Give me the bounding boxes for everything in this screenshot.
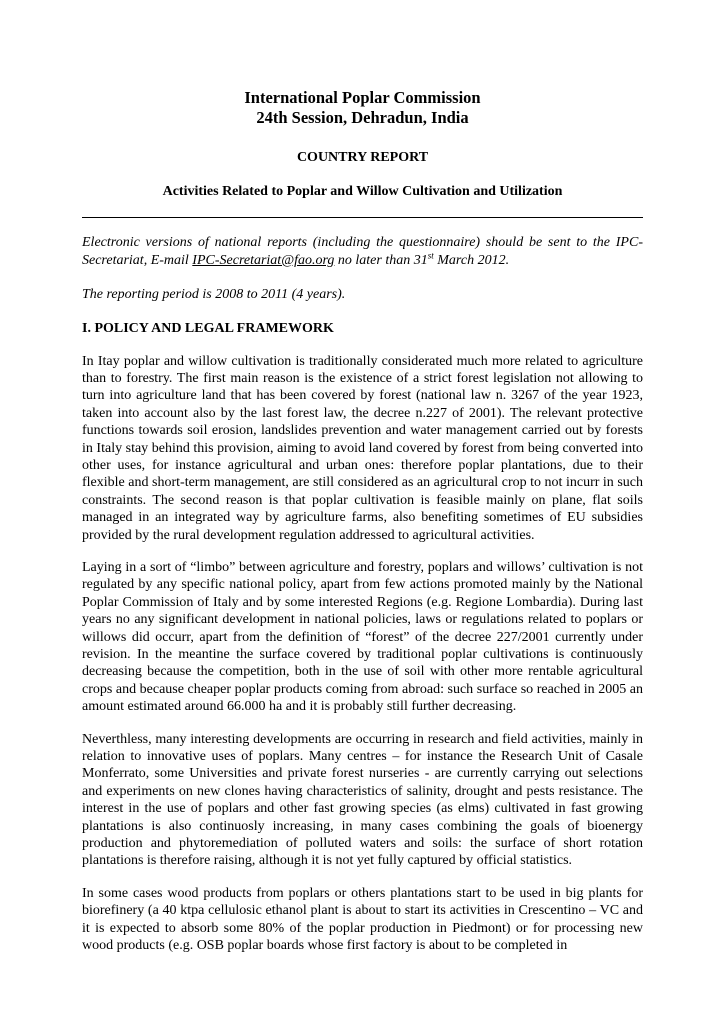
body-paragraph: Laying in a sort of “limbo” between agriculture and forestry, poplars and willows’ cultivation is not regulated by any specific national policy, apart from few actions promoted mainly by the National Poplar Commission of Italy and by some interested Regions (e.g. Regione Lombardia). During last years no any significant development in national policies, laws or regulations related to poplars or willows did occurr, apart from the definition of “forest” of the decree 227/2001 currently under revision. In the meantine the surface covered by traditional poplar cultivations is continuously decreasing because the competition, both in the use of soil with other more rentable agricultural crops and because cheaper poplar products coming from abroad: such surface so reached in 2005 an amount estimated around 66.000 ha and it is probably still further decreasing. <box>82 559 643 715</box>
body-paragraph: In Itay poplar and willow cultivation is traditionally considerated much more related to agriculture than to forestry. The first main reason is the existence of a strict forest legislation not allowing to turn into agriculture land that has been covered by forest (national law n. 3267 of the year 1923, taken into account also by the last forest law, the decree n.227 of 2001). The relevant protective functions towards soil erosion, landslides prevention and water management carried out by forests in Italy stay behind this provision, aiming to avoid land covered by forest from being converted into other uses, for instance agricultural and urban ones: therefore poplar plantations, due to their flexible and short-term management, are still considered as an agricultural crop to not incurr in such constraints. The second reason is that poplar cultivation is feasible mainly on plane, flat soils managed in an integrated way by agriculture farms, also benefiting sometimes of EU subsidies provided by the rural development regulation addressed to agricultural activities. <box>82 353 643 543</box>
deadline-text: no later than 31 <box>334 252 428 268</box>
document-header <box>82 88 643 200</box>
instructions-text: Electronic versions of national reports (including the questionnaire) should be sent to the IPC-Secretariat, E-mail <box>82 235 643 268</box>
date-superscript: st <box>427 249 434 260</box>
deadline-month: March 2012. <box>433 252 510 268</box>
reporting-period: The reporting period is 2008 to 2011 (4 years). <box>82 287 346 302</box>
title-line-1: International Poplar Commission <box>244 88 481 107</box>
section-heading: I. POLICY AND LEGAL FRAMEWORK <box>82 320 334 336</box>
report-subtitle: Activities Related to Poplar and Willow Cultivation and Utilization <box>162 184 563 199</box>
body-paragraph: In some cases wood products from poplars or others plantations start to be used in big plants for biorefinery (a 40 ktpa cellulosic ethanol plant is about to start its activities in Crescentino – VC and it is expected to absorb some 80% of the poplar production in Piedmont) or for processing new wood products (e.g. OSB poplar boards whose first factory is about to be completed in <box>82 885 643 954</box>
body-paragraph: Neverthless, many interesting developments are occurring in research and field activities, mainly in relation to innovative uses of poplars. Many centres – for instance the Research Unit of Casale Monferrato, some Universities and private forest nurseries - are currently carrying out selections and experiments on new clones having characteristics of salinity, drought and pests resistance. The interest in the use of poplars and other fast growing species (as elms) cultivated in fast growing plantations is also continuosly increasing, in many cases combining the goals of bioenergy production and phytoremediation of polluted waters and soils: the surface of short rotation plantations is therefore raising, although it is not yet fully captured by official statistics. <box>82 731 643 869</box>
report-label: COUNTRY REPORT <box>296 150 429 165</box>
instructions-paragraph <box>82 234 643 269</box>
title-line-2: 24th Session, Dehradun, India <box>256 108 469 127</box>
secretariat-email-link[interactable]: IPC-Secretariat@fao.org <box>192 252 335 268</box>
header-divider <box>82 217 643 218</box>
